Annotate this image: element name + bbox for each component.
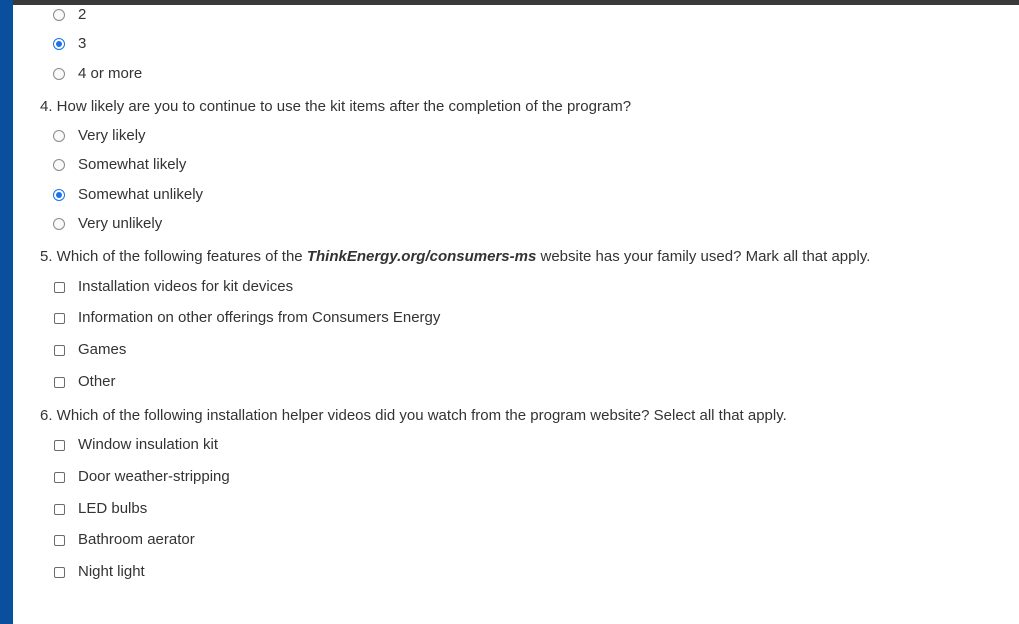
question-5-text-start: 5. Which of the following features of the (40, 248, 307, 265)
q6-option-door-weather-stripping[interactable] (52, 466, 230, 488)
option-label: Somewhat likely (78, 156, 187, 173)
q5-option-games[interactable] (52, 339, 126, 361)
q4-option-somewhat-likely[interactable] (52, 154, 186, 176)
q6-option-window-insulation[interactable] (52, 434, 218, 456)
option-label: 2 (78, 6, 87, 23)
q6-option-night-light[interactable] (52, 561, 145, 583)
q3-option-2[interactable] (52, 4, 86, 26)
q3-option-3[interactable] (52, 33, 86, 55)
q4-option-very-likely[interactable] (52, 125, 146, 147)
checkbox[interactable] (52, 311, 66, 325)
website-name: ThinkEnergy.org/consumers-ms (306, 248, 537, 265)
option-label: Window insulation kit (78, 436, 219, 453)
option-label: Other (78, 373, 116, 390)
q4-option-somewhat-unlikely[interactable] (52, 184, 203, 206)
question-5-text (40, 246, 870, 268)
checkbox[interactable] (52, 280, 66, 294)
radio-button[interactable] (52, 67, 66, 81)
checkbox[interactable] (52, 343, 66, 357)
q5-option-other[interactable] (52, 371, 116, 393)
q4-option-very-unlikely[interactable] (52, 213, 162, 235)
question-5-text-end: website has your family used? Mark all that apply. (536, 248, 871, 265)
checkbox[interactable] (52, 533, 66, 547)
option-label: LED bulbs (78, 500, 148, 517)
radio-button[interactable] (52, 129, 66, 143)
q5-option-installation-videos[interactable] (52, 276, 293, 298)
option-label: Installation videos for kit devices (78, 278, 294, 295)
option-label: 3 (78, 35, 87, 52)
option-label: Door weather-stripping (78, 468, 230, 485)
radio-button[interactable] (52, 158, 66, 172)
question-6-text: 6. Which of the following installation helper videos did you watch from the program website? Select all that apply. (40, 407, 787, 424)
radio-button[interactable] (52, 217, 66, 231)
option-label: Games (78, 341, 127, 358)
option-label: Bathroom aerator (78, 531, 195, 548)
checkbox[interactable] (52, 565, 66, 579)
checkbox[interactable] (52, 502, 66, 516)
radio-button[interactable] (52, 188, 66, 202)
radio-button[interactable] (52, 8, 66, 22)
option-label: Very unlikely (78, 215, 163, 232)
option-label: Somewhat unlikely (78, 186, 204, 203)
q3-option-4-or-more[interactable] (52, 63, 142, 85)
q6-option-bathroom-aerator[interactable] (52, 529, 195, 551)
q6-option-led-bulbs[interactable] (52, 498, 147, 520)
option-label: Night light (78, 563, 145, 580)
option-label: 4 or more (78, 65, 143, 82)
checkbox[interactable] (52, 375, 66, 389)
option-label: Information on other offerings from Consumers Energy (78, 309, 441, 326)
q5-option-other-offerings[interactable] (52, 307, 440, 329)
checkbox[interactable] (52, 438, 66, 452)
checkbox[interactable] (52, 470, 66, 484)
question-4-text: 4. How likely are you to continue to use the kit items after the completion of the program? (40, 98, 632, 115)
radio-button[interactable] (52, 37, 66, 51)
option-label: Very likely (78, 127, 146, 144)
